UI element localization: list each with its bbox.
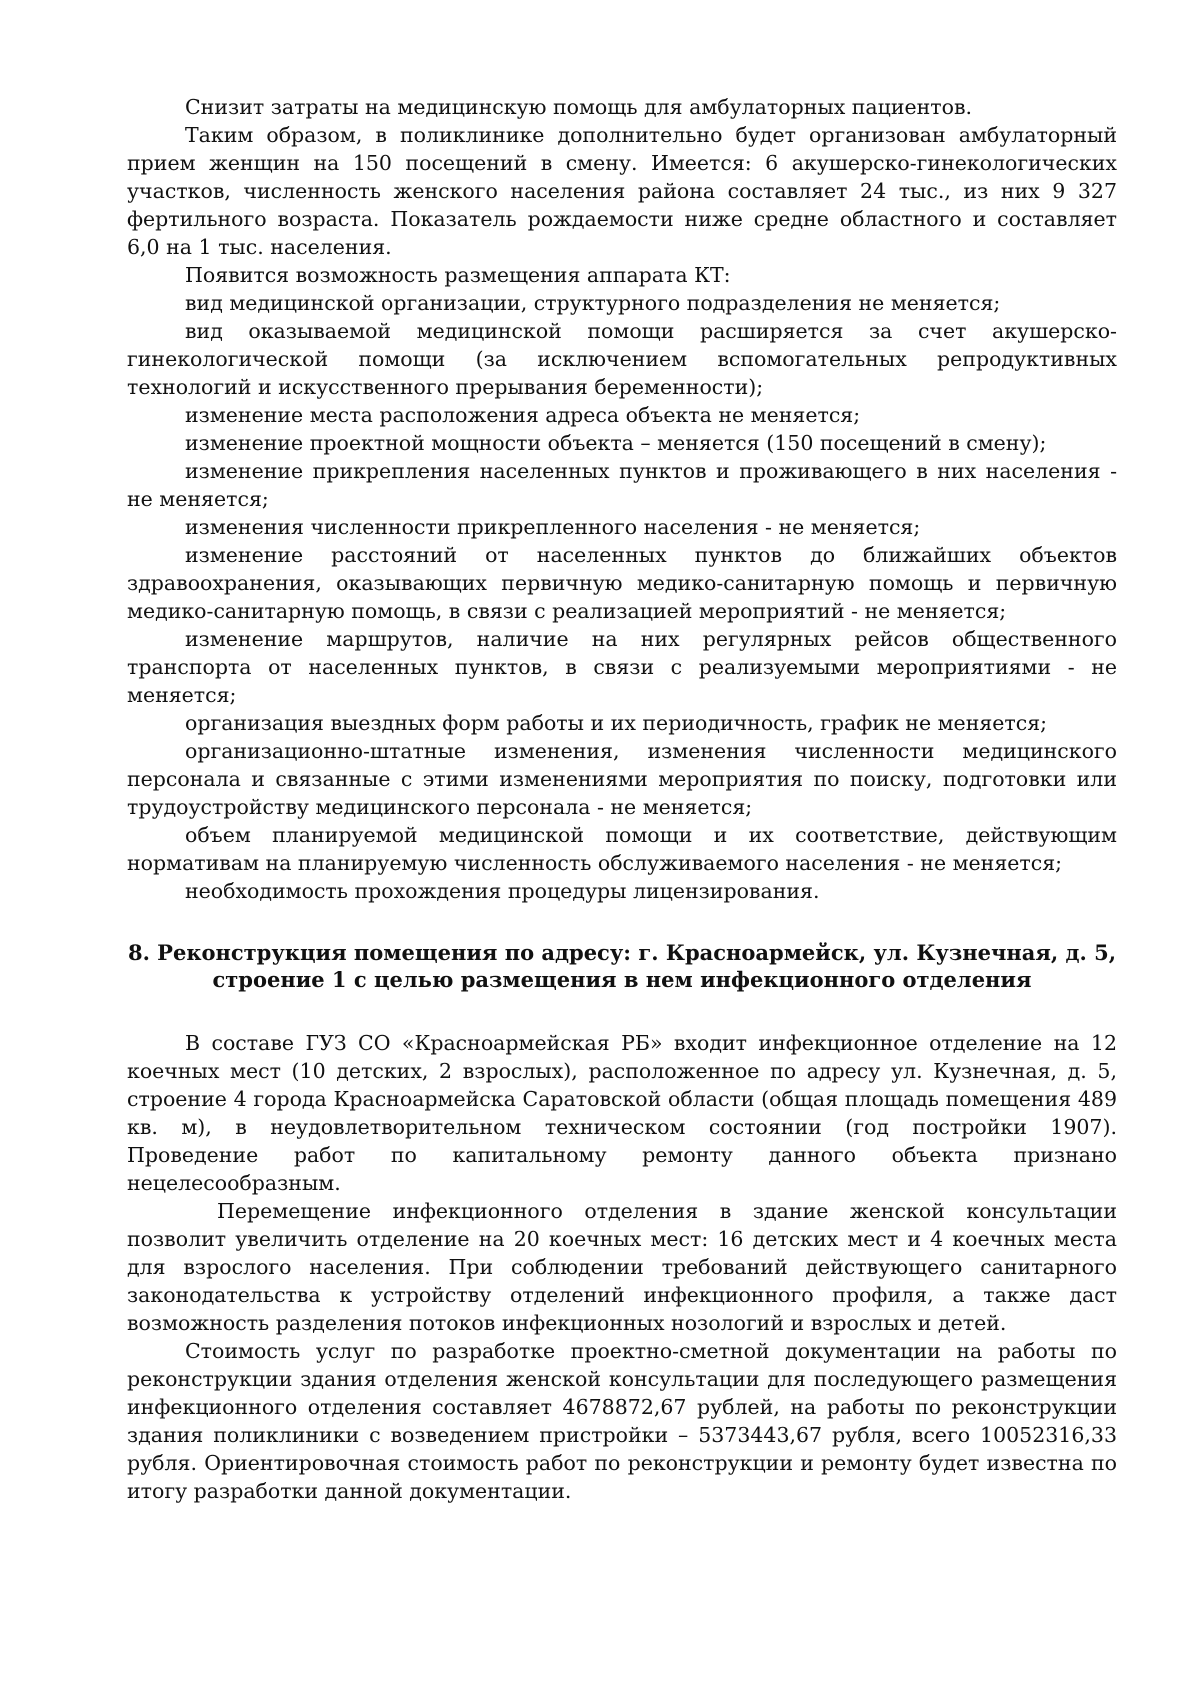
- paragraph: объем планируемой медицинской помощи и их соответствие, действующим нормативам на планируемую численность обслуживаемого населения - не меняется;: [127, 823, 1117, 875]
- section-heading: [127, 939, 1117, 993]
- paragraph: Таким образом, в поликлинике дополнительно будет организован амбулаторный прием женщин на 150 посещений в смену. Имеется: 6 акушерско-гинекологических участков, численность женского населения района составляет 24 тыс., из них 9 327 фертильного возраста. Показатель рождаемости ниже средне областного и составляет 6,0 на 1 тыс. населения.: [127, 123, 1117, 259]
- paragraph: вид оказываемой медицинской помощи расширяется за счет акушерско-гинекологической помощи (за исключением вспомогательных репродуктивных технологий и искусственного прерывания беременности);: [127, 319, 1117, 399]
- paragraph: Стоимость услуг по разработке проектно-сметной документации на работы по реконструкции здания отделения женской консультации для последующего размещения инфекционного отделения составляет 4678872,67 рублей, на работы по реконструкции здания поликлиники с возведением пристройки – 5373443,67 рубля, всего 10052316,33 рубля. Ориентировочная стоимость работ по реконструкции и ремонту будет известна по итогу разработки данной документации.: [127, 1339, 1117, 1503]
- section-heading-line-2: строение 1 с целью размещения в нем инфекционного отделения: [212, 967, 1032, 992]
- section-heading-line-1: 8. Реконструкция помещения по адресу: г. Красноармейск, ул. Кузнечная, д. 5,: [127, 940, 1117, 965]
- paragraph: Снизит затраты на медицинскую помощь для амбулаторных пациентов.: [185, 95, 973, 119]
- paragraph: изменение прикрепления населенных пунктов и проживающего в них населения - не меняется;: [127, 459, 1117, 511]
- paragraph: Перемещение инфекционного отделения в здание женской консультации позволит увеличить отделение на 20 коечных мест: 16 детских мест и 4 коечных места для взрослого населения. При соблюдении требований действующего санитарного законодательства к устройству отделений инфекционного профиля, а также даст возможность разделения потоков инфекционных нозологий и взрослых и детей.: [127, 1199, 1117, 1335]
- paragraph: изменение места расположения адреса объекта не меняется;: [185, 403, 861, 427]
- paragraph: изменения численности прикрепленного населения - не меняется;: [185, 515, 921, 539]
- paragraph: необходимость прохождения процедуры лицензирования.: [185, 879, 820, 903]
- paragraph: В составе ГУЗ СО «Красноармейская РБ» входит инфекционное отделение на 12 коечных мест (10 детских, 2 взрослых), расположенное по адресу ул. Кузнечная, д. 5, строение 4 города Красноармейска Саратовской области (общая площадь помещения 489 кв. м), в неудовлетворительном техническом состоянии (год постройки 1907). Проведение работ по капитальному ремонту данного объекта признано нецелесообразным.: [127, 1031, 1117, 1195]
- paragraph: изменение расстояний от населенных пунктов до ближайших объектов здравоохранения, оказывающих первичную медико-санитарную помощь и первичную медико-санитарную помощь, в связи с реализацией мероприятий - не меняется;: [127, 543, 1117, 623]
- paragraph: организация выездных форм работы и их периодичность, график не меняется;: [185, 711, 1048, 735]
- paragraph: Появится возможность размещения аппарата КТ:: [185, 263, 731, 287]
- document-body: [127, 93, 1117, 1505]
- paragraph: изменение маршрутов, наличие на них регулярных рейсов общественного транспорта от населенных пунктов, в связи с реализуемыми мероприятиями - не меняется;: [127, 627, 1117, 707]
- paragraph: вид медицинской организации, структурного подразделения не меняется;: [185, 291, 1001, 315]
- paragraph: организационно-штатные изменения, изменения численности медицинского персонала и связанные с этими изменениями мероприятия по поиску, подготовки или трудоустройству медицинского персонала - не меняется;: [127, 739, 1117, 819]
- paragraph: изменение проектной мощности объекта – меняется (150 посещений в смену);: [185, 431, 1047, 455]
